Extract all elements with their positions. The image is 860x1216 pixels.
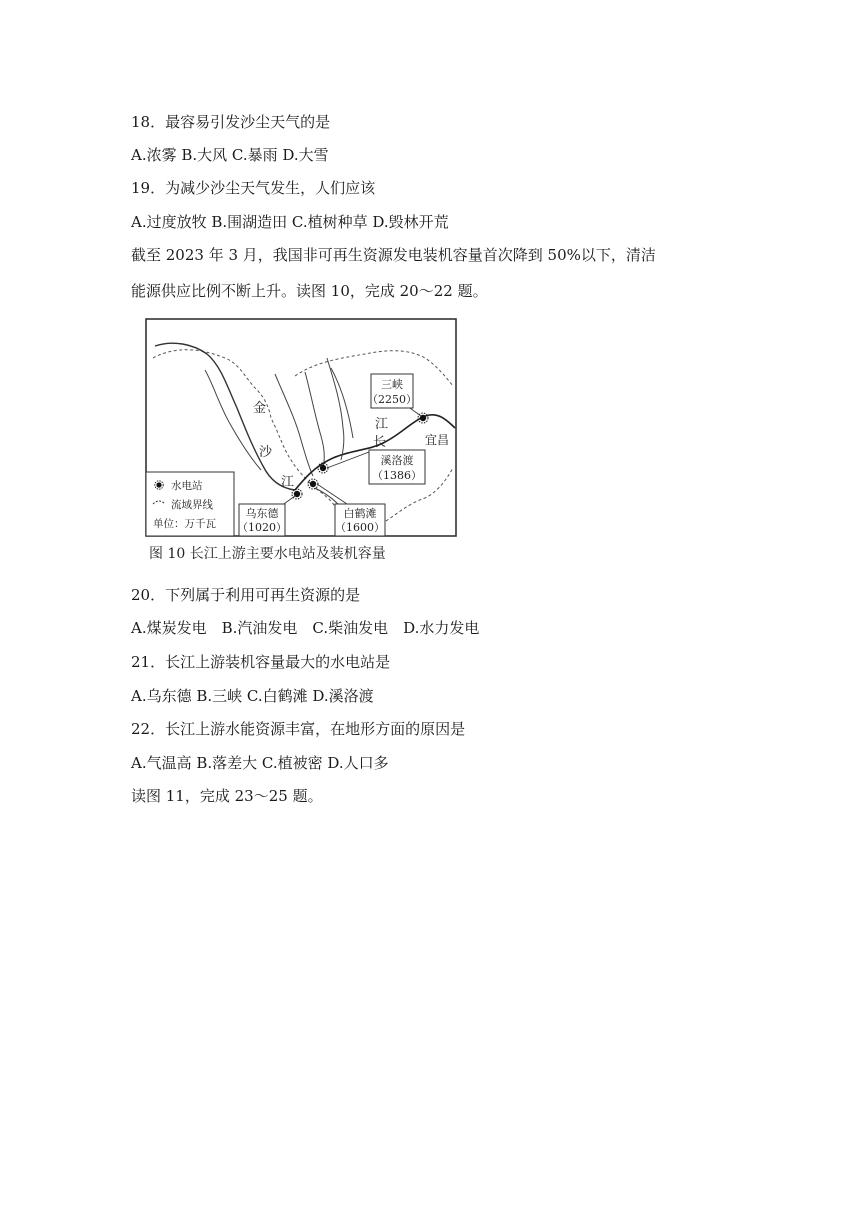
river-label-jiang-1: 江	[281, 475, 295, 490]
legend-boundary-label: 流域界线	[171, 499, 213, 511]
question-21-options: A.乌东德 B.三峡 C.白鹤滩 D.溪洛渡	[131, 687, 374, 705]
map-svg	[145, 318, 457, 568]
question-22-options: A.气温高 B.落差大 C.植被密 D.人口多	[131, 754, 389, 772]
map-legend	[146, 472, 234, 536]
river-label-jin: 金	[253, 401, 267, 416]
question-20-options: A.煤炭发电 B.汽油发电 C.柴油发电 D.水力发电	[131, 619, 480, 637]
intro-line-1: 截至 2023 年 3 月，我国非可再生资源发电装机容量首次降到 50%以下，清洁	[131, 246, 656, 264]
question-19-stem: 19．为减少沙尘天气发生，人们应该	[131, 179, 376, 197]
label-box-xiluodu	[369, 450, 425, 484]
question-18-stem: 18．最容易引发沙尘天气的是	[131, 113, 331, 131]
label-box-sanxia	[367, 374, 417, 408]
river-label-jiang-2: 江	[375, 417, 389, 432]
city-yichang: 宜昌	[425, 433, 450, 447]
river-label-chang: 长	[373, 435, 387, 450]
river-label-sha: 沙	[259, 445, 273, 460]
legend-unit-label: 单位：万千瓦	[153, 518, 216, 530]
station-capacity-baihetan: （1600）	[335, 521, 385, 534]
station-capacity-xiluodu: （1386）	[372, 469, 422, 482]
station-name-sanxia: 三峡	[381, 378, 403, 391]
question-22-stem: 22．长江上游水能资源丰富，在地形方面的原因是	[131, 720, 466, 738]
station-name-xiluodu: 溪洛渡	[380, 454, 414, 467]
yangtze-hydropower-map	[145, 318, 457, 568]
station-name-baihetan: 白鹤滩	[343, 507, 377, 520]
station-name-wudongde: 乌东德	[245, 507, 279, 520]
question-20-stem: 20．下列属于利用可再生资源的是	[131, 586, 361, 604]
question-18-options: A.浓雾 B.大风 C.暴雨 D.大雪	[131, 146, 329, 164]
intro-line-2: 能源供应比例不断上升。读图 10，完成 20～22 题。	[131, 282, 488, 300]
figure-caption: 图 10 长江上游主要水电站及装机容量	[149, 546, 386, 562]
label-box-baihetan	[335, 504, 385, 536]
label-box-wudongde	[237, 504, 287, 536]
next-instruction: 读图 11，完成 23～25 题。	[131, 787, 323, 805]
station-capacity-sanxia: （2250）	[367, 393, 417, 406]
question-21-stem: 21．长江上游装机容量最大的水电站是	[131, 653, 391, 671]
question-19-options: A.过度放牧 B.围湖造田 C.植树种草 D.毁林开荒	[131, 213, 449, 231]
station-capacity-wudongde: （1020）	[237, 521, 287, 534]
legend-station-label: 水电站	[171, 480, 203, 492]
